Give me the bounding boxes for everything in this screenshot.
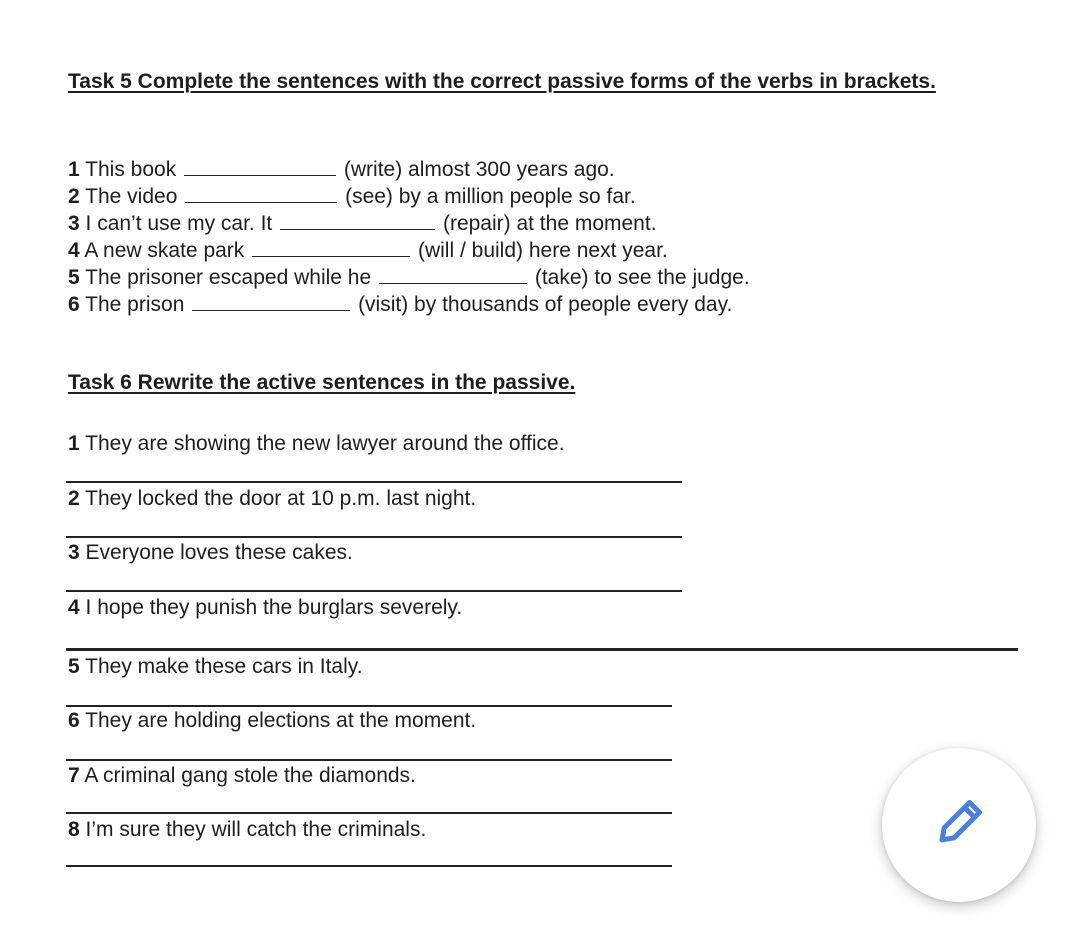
answer-blank[interactable] xyxy=(379,282,527,284)
sentence-end: (will / build) here next year. xyxy=(417,239,668,262)
task6-item xyxy=(68,594,462,621)
sentence-start: The video xyxy=(85,185,178,208)
task6-item xyxy=(68,485,476,512)
sentence-end: (take) to see the judge. xyxy=(534,266,750,289)
item-number: 3 xyxy=(68,212,80,235)
sentence-text: A criminal gang stole the diamonds. xyxy=(84,764,416,787)
task6-item xyxy=(68,539,353,566)
answer-blank[interactable] xyxy=(185,201,337,203)
task5-item xyxy=(68,291,732,318)
sentence-start: The prisoner escaped while he xyxy=(85,266,372,289)
sentence-text: Everyone loves these cakes. xyxy=(85,541,353,564)
item-number: 3 xyxy=(68,541,80,564)
task6-item xyxy=(68,653,363,680)
item-number: 8 xyxy=(68,818,80,841)
sentence-start: A new skate park xyxy=(84,239,245,262)
sentence-end: (visit) by thousands of people every day. xyxy=(358,293,733,316)
pencil-icon xyxy=(929,793,989,858)
sentence-text: They are showing the new lawyer around the office. xyxy=(85,432,565,455)
item-number: 4 xyxy=(68,239,80,262)
task5-item xyxy=(68,183,636,210)
answer-blank[interactable] xyxy=(184,174,336,176)
item-number: 5 xyxy=(68,266,80,289)
sentence-start: I can’t use my car. It xyxy=(85,212,273,235)
item-number: 2 xyxy=(68,185,80,208)
task6-item xyxy=(68,762,416,789)
item-number: 6 xyxy=(68,293,80,316)
answer-line[interactable] xyxy=(66,759,672,761)
item-number: 7 xyxy=(68,764,80,787)
sentence-start: The prison xyxy=(85,293,185,316)
answer-line[interactable] xyxy=(66,481,682,483)
item-number: 4 xyxy=(68,596,80,619)
answer-blank[interactable] xyxy=(192,309,350,311)
task5-item xyxy=(68,156,615,183)
sentence-end: (see) by a million people so far. xyxy=(345,185,636,208)
item-number: 5 xyxy=(68,655,80,678)
sentence-text: I hope they punish the burglars severely. xyxy=(85,596,463,619)
sentence-text: They locked the door at 10 p.m. last night. xyxy=(85,487,477,510)
sentence-end: (repair) at the moment. xyxy=(442,212,657,235)
answer-blank[interactable] xyxy=(252,255,410,257)
task6-item xyxy=(68,816,426,843)
task6-title: Task 6 Rewrite the active sentences in the passive. xyxy=(68,371,576,394)
answer-line[interactable] xyxy=(66,590,682,592)
sentence-start: This book xyxy=(85,158,177,181)
sentence-text: They are holding elections at the moment. xyxy=(85,709,477,732)
edit-button[interactable] xyxy=(882,748,1036,902)
answer-line[interactable] xyxy=(66,865,672,867)
task5-item xyxy=(68,264,750,291)
task5-item xyxy=(68,237,668,264)
item-number: 1 xyxy=(68,158,80,181)
item-number: 1 xyxy=(68,432,80,455)
sentence-text: I’m sure they will catch the criminals. xyxy=(85,818,427,841)
task5-title: Task 5 Complete the sentences with the correct passive forms of the verbs in brackets. xyxy=(68,70,936,93)
answer-blank[interactable] xyxy=(280,228,435,230)
task6-item xyxy=(68,707,476,734)
sentence-end: (write) almost 300 years ago. xyxy=(343,158,615,181)
sentence-text: They make these cars in Italy. xyxy=(85,655,363,678)
answer-line[interactable] xyxy=(66,536,682,538)
answer-line[interactable] xyxy=(66,812,672,814)
item-number: 2 xyxy=(68,487,80,510)
answer-line[interactable] xyxy=(66,648,1018,651)
item-number: 6 xyxy=(68,709,80,732)
task5-item xyxy=(68,210,657,237)
task6-item xyxy=(68,430,565,457)
